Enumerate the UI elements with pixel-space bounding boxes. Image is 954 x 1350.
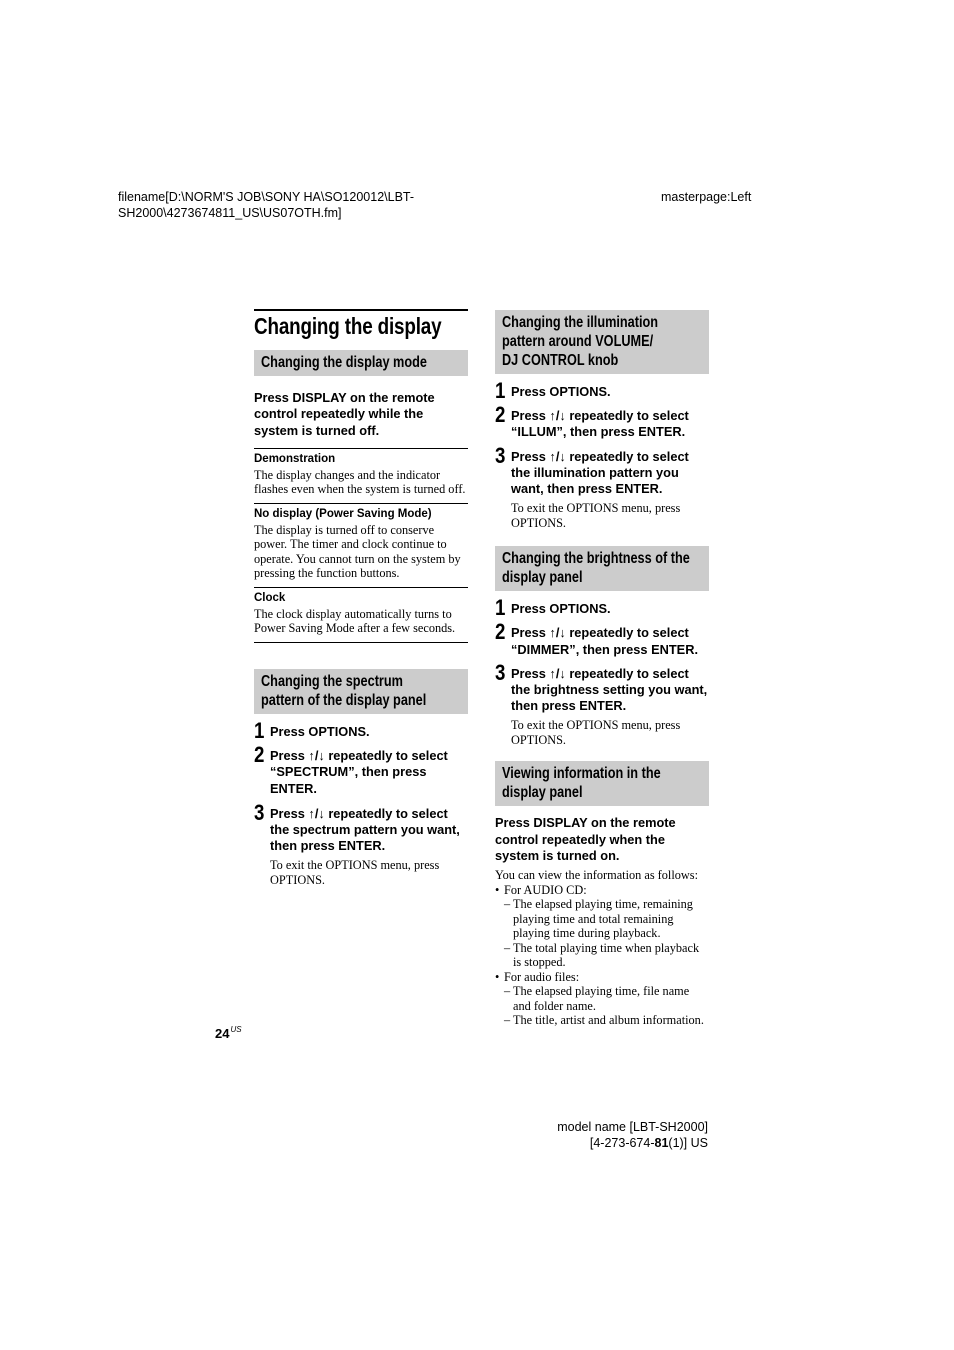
dash-item-text: The title, artist and album information. xyxy=(513,1013,704,1028)
viewing-info-intro: You can view the information as follows: xyxy=(495,868,698,883)
step-number: 3 xyxy=(254,799,265,825)
footer-meta xyxy=(557,1119,708,1151)
dash-item: – The total playing time when playback is stopped. xyxy=(504,940,700,970)
section-heading-display-mode xyxy=(254,350,468,376)
right-column xyxy=(495,310,709,1028)
bullet-item: • For audio files: xyxy=(495,970,709,985)
section-heading-line-2: display panel xyxy=(502,569,583,587)
mode-desc: The clock display automatically turns to Power Saving Mode after a few seconds. xyxy=(254,606,456,636)
step-text: Press OPTIONS. xyxy=(511,384,611,399)
step-2 xyxy=(495,402,709,440)
divider xyxy=(254,642,468,643)
section-heading-brightness xyxy=(495,546,709,591)
dash-item: – The elapsed playing time, file name and folder name. xyxy=(504,984,690,1013)
step-number: 2 xyxy=(495,402,506,428)
mode-item-clock xyxy=(254,588,468,642)
step-note: To exit the OPTIONS menu, press OPTIONS. xyxy=(511,718,681,747)
spectrum-steps xyxy=(254,717,468,887)
step-text: Press ↑/↓ repeatedly to select “ILLUM”, then press ENTER. xyxy=(511,408,689,440)
masterpage-meta: masterpage:Left xyxy=(661,190,752,204)
illumination-steps xyxy=(495,378,709,530)
section-heading-line-1: Changing the spectrum xyxy=(261,672,403,690)
display-mode-lead: Press DISPLAY on the remote control repeatedly while the system is turned off. xyxy=(254,390,435,438)
step-text: Press OPTIONS. xyxy=(511,601,611,617)
step-text: Press ↑/↓ repeatedly to select the illumination pattern you want, then press ENTER. xyxy=(511,448,689,497)
step-number: 1 xyxy=(495,595,506,621)
mode-term: No display (Power Saving Mode) xyxy=(254,507,432,520)
section-heading-line-1: Viewing information in the xyxy=(502,765,661,783)
step-text: Press OPTIONS. xyxy=(270,723,370,739)
step-3 xyxy=(495,659,709,715)
step-2 xyxy=(254,742,468,797)
section-heading-line-2: pattern of the display panel xyxy=(261,691,427,709)
section-heading-illumination xyxy=(495,310,709,374)
step-note: To exit the OPTIONS menu, press OPTIONS. xyxy=(270,858,440,887)
step-number: 2 xyxy=(254,742,265,768)
step-number: 3 xyxy=(495,659,506,685)
mode-term: Clock xyxy=(254,591,286,604)
section-heading-viewing-info xyxy=(495,761,709,806)
filename-line-2: SH2000\4273674811_US\US07OTH.fm] xyxy=(118,206,342,220)
section-heading-line-2: pattern around VOLUME/ xyxy=(502,333,654,350)
step-number: 1 xyxy=(495,378,506,403)
step-3 xyxy=(495,442,709,498)
model-name: model name [LBT-SH2000] xyxy=(557,1120,708,1134)
step-3 xyxy=(254,799,468,855)
part-code-prefix: [4-273-674- xyxy=(589,1136,655,1150)
part-code xyxy=(557,1135,708,1151)
part-code-suffix: (1)] US xyxy=(668,1136,708,1150)
part-code-bold: 81 xyxy=(654,1136,669,1150)
step-note: To exit the OPTIONS menu, press OPTIONS. xyxy=(511,501,681,530)
mode-item-demonstration xyxy=(254,449,468,503)
brightness-steps xyxy=(495,595,709,747)
section-heading-line-2: display panel xyxy=(502,784,583,802)
section-heading-line-1: Changing the illumination xyxy=(502,314,659,331)
step-1 xyxy=(254,717,468,743)
section-heading-text: Changing the display mode xyxy=(261,354,427,371)
mode-item-no-display xyxy=(254,504,468,587)
dash-item-text: The elapsed playing time, file name and folder name. xyxy=(513,984,690,1013)
step-number: 1 xyxy=(254,717,265,743)
page-number-value: 24 xyxy=(215,1026,230,1041)
section-heading-spectrum xyxy=(254,669,468,714)
section-heading-line-1: Changing the brightness of the xyxy=(502,550,690,568)
viewing-info-list xyxy=(495,868,709,1028)
page-number-suffix: US xyxy=(230,1025,242,1034)
dash-item: – The elapsed playing time, remaining playing time and total remaining playing time during playback. xyxy=(504,897,693,941)
step-1 xyxy=(495,378,709,403)
step-number: 3 xyxy=(495,442,506,468)
page-title: Changing the display xyxy=(254,313,442,339)
step-text: Press ↑/↓ repeatedly to select the spectrum pattern you want, then press ENTER. xyxy=(270,805,460,854)
step-text: Press ↑/↓ repeatedly to select “SPECTRUM”, then press ENTER. xyxy=(270,748,448,796)
step-2 xyxy=(495,619,709,657)
dash-item-text: The elapsed playing time, remaining playing time and total remaining playing time during playback. xyxy=(513,897,693,941)
filename-line-1: filename[D:\NORM'S JOB\SONY HA\SO120012\LBT- xyxy=(118,190,415,204)
page-number xyxy=(215,1025,242,1041)
mode-term: Demonstration xyxy=(254,452,336,465)
left-column xyxy=(254,309,468,887)
viewing-info-lead: Press DISPLAY on the remote control repeatedly when the system is turned on. xyxy=(495,815,676,864)
mode-desc: The display is turned off to conserve power. The timer and clock continue to operate. You cannot turn on the system by pressing the function buttons. xyxy=(254,522,461,581)
step-text: Press ↑/↓ repeatedly to select the brightness setting you want, then press ENTER. xyxy=(511,665,708,714)
dash-item-text: The total playing time when playback is stopped. xyxy=(513,940,700,970)
page-title-block xyxy=(254,309,468,343)
step-1 xyxy=(495,595,709,621)
mode-desc: The display changes and the indicator flashes even when the system is turned off. xyxy=(254,467,466,497)
dash-item: – The title, artist and album information. xyxy=(504,1013,704,1028)
section-heading-line-3: DJ CONTROL knob xyxy=(502,352,619,369)
filename-meta xyxy=(118,189,414,221)
step-text: Press ↑/↓ repeatedly to select “DIMMER”, then press ENTER. xyxy=(511,625,698,657)
bullet-item: • For AUDIO CD: xyxy=(495,883,709,898)
step-number: 2 xyxy=(495,619,506,645)
